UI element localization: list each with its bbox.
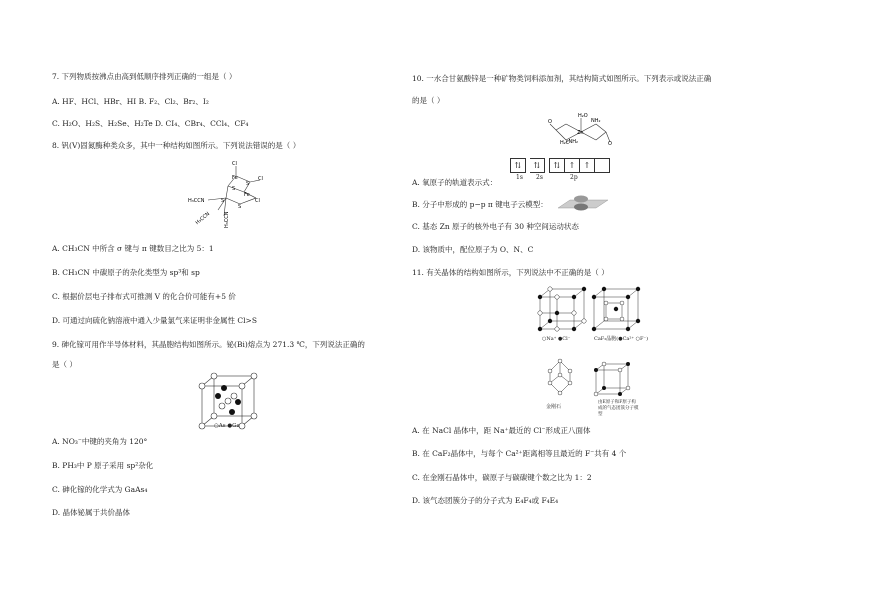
q8-label-fe1: Fe [232,175,238,181]
q8-label-h3ccn2: H₃CCN [194,211,212,227]
q11-diamond-label: 金刚石 [546,404,562,410]
q8-label-h3ccn1: H₃CCN [188,198,205,204]
q10-stem-cont: 的是（ ） [412,96,445,105]
q11-cluster-molecule [592,360,632,400]
q8-stem: 8. 钒(V)固氮酶种类众多，其中一种结构如图所示。下列说法错误的是（ ） [52,141,301,150]
q10-option-d: D. 该物质中，配位原子为 O、N、C [412,245,534,254]
q11-diamond-structure [540,355,580,400]
q10-orbital-2p: 2p [570,174,578,181]
q10-stem: 10. 一水合甘氨酸锌是一种矿物类饲料添加剂，其结构简式如图所示。下列表示或说法正确 [412,74,712,83]
q9-option-a: A. NO₃⁻中键的夹角为 120° [52,437,148,446]
svg-text:O: O [608,141,612,147]
svg-text:H₂O: H₂O [578,113,588,119]
q10-option-b: B. 分子中形成的 p−p π 键电子云模型： [412,200,548,209]
q8-label-s2: S [232,186,236,192]
q8-option-c: C. 根据价层电子排布式可推测 V 的化合价可能有+5 价 [52,292,236,301]
q9-legend: ○As ●Ga [214,423,240,429]
svg-text:O: O [548,119,552,125]
q8-label-h3ccn3: H₃CCN [224,211,230,228]
q8-option-d: D. 可通过向硫化钠溶液中通入少量氯气来证明非金属性 Cl>S [52,316,257,325]
q11-nacl-unit-cell [536,285,588,333]
q11-option-b: B. 在 CaF₂晶体中，与每个 Ca²⁺距离相等且最近的 F⁻共有 4 个 [412,449,627,458]
q11-nacl-legend: ○Na⁺ ●Cl⁻ [542,336,571,342]
q11-option-d: D. 该气态团簇分子的分子式为 E₄F₄或 F₄E₄ [412,496,559,505]
q10-orbital-1s: 1s [516,174,523,181]
q11-option-c: C. 在金刚石晶体中，碳原子与碳碳键个数之比为 1：2 [412,473,592,482]
svg-text:Zn: Zn [577,130,584,136]
q10-orbital-boxes: ⇅ ⇅ ⇅ ↑ ↑ [510,158,610,173]
q8-structure-figure [188,158,268,228]
svg-text:NH₂: NH₂ [591,118,601,124]
q9-stem: 9. 砷化镓可用作半导体材料，其晶胞结构如图所示。铋(Bi)熔点为 271.3 ℃，下列说法正确的 [52,340,365,349]
q8-option-a: A. CH₃CN 中所含 σ 键与 π 键数目之比为 5：1 [52,244,214,253]
q8-label-cl2: Cl [258,176,263,182]
q10-zinc-glycinate-structure [546,112,616,152]
q8-label-fe2: Fe [244,192,250,198]
q10-option-a: A. 氧原子的轨道表示式： [412,178,498,187]
q8-option-b: B. CH₃CN 中碳原子的杂化类型为 sp³和 sp [52,268,200,277]
q9-option-b: B. PH₃中 P 原子采用 sp²杂化 [52,461,154,470]
q8-label-cl3: Cl [255,198,260,204]
q11-caf2-label: CaF₂晶胞(●Ca²⁺ ○F⁻) [594,336,649,342]
q11-stem: 11. 有关晶体的结构如图所示，下列说法中不正确的是（ ） [412,268,609,277]
svg-text:H₂C: H₂C [560,140,570,146]
q10-orbital-2s: 2s [536,174,543,181]
q8-label-cl1: Cl [232,161,237,167]
q8-label-s1: S [246,181,250,187]
q8-label-s4: S [238,204,242,210]
q9-stem-cont: 是（ ） [52,360,77,369]
q7-options-ab: A. HF、HCl、HBr、HI B. F₂、Cl₂、Br₂、I₂ [52,97,209,106]
q11-option-a: A. 在 NaCl 晶体中，距 Na⁺最近的 Cl⁻形成正八面体 [412,426,591,435]
q10-pi-bond-cloud-model [558,194,608,212]
q7-options-cd: C. H₂O、H₂S、H₂Se、H₂Te D. CI₄、CBr₄、CCl₄、CF₄ [52,119,249,128]
q9-option-d: D. 晶体铋属于共价晶体 [52,508,131,517]
q7-stem: 7. 下列物质按沸点由高到低顺序排列正确的一组是（ ） [52,72,237,81]
q10-option-c: C. 基态 Zn 原子的核外电子有 30 种空间运动状态 [412,222,579,231]
q11-caf2-unit-cell [590,285,642,333]
q11-cluster-label: 由E原子和F原子构成的气态团簇分子模型 [598,400,639,417]
svg-text:–NH₂: –NH₂ [566,139,579,145]
q8-label-s3: S [221,198,225,204]
q9-option-c: C. 砷化镓的化学式为 GaAs₄ [52,485,148,494]
